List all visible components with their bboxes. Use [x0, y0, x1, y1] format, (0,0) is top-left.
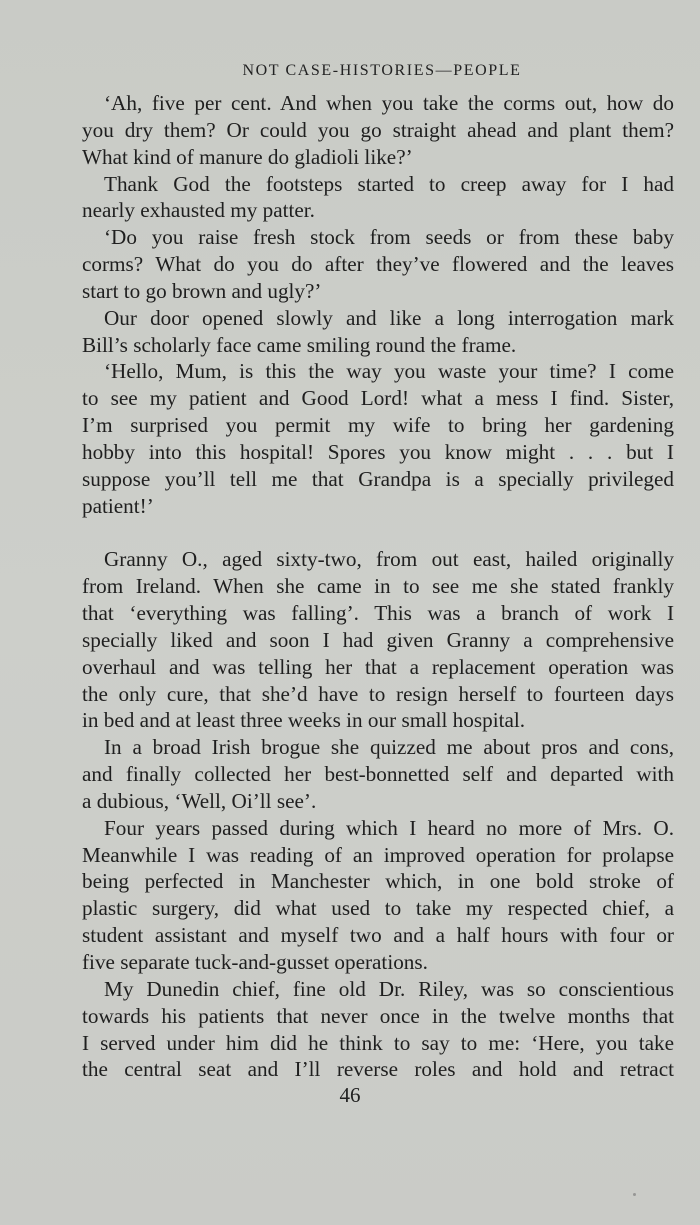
- text-line: ‘Hello, Mum, is this the way you waste your time? I come: [104, 359, 674, 384]
- text-line: the central seat and I’ll reverse roles and hold and retract: [82, 1057, 674, 1082]
- text-line: a dubious, ‘Well, Oi’ll see’.: [82, 788, 317, 813]
- text-line: Meanwhile I was reading of an improved operation for prolapse: [82, 842, 674, 867]
- text-line: I served under him did he think to say to me: ‘Here, you take: [82, 1030, 674, 1055]
- text-line: What kind of manure do gladioli like?’: [82, 144, 413, 169]
- text-line: Thank God the footsteps started to creep away for I had: [104, 171, 674, 196]
- text-line: I’m surprised you permit my wife to bring her gardening: [82, 413, 674, 438]
- text-line: you dry them? Or could you go straight ahead and plant them?: [82, 117, 674, 142]
- text-line: ‘Ah, five per cent. And when you take the corms out, how do: [104, 91, 674, 115]
- text-line: suppose you’ll tell me that Grandpa is a specially privileged: [82, 466, 674, 491]
- text-line: patient!’: [82, 493, 154, 518]
- text-line: Four years passed during which I heard no more of Mrs. O.: [104, 815, 674, 840]
- text-line: and finally collected her best-bonnetted self and departed with: [82, 762, 674, 787]
- section-break: [82, 520, 674, 547]
- text-line: corms? What do you do after they’ve flowered and the leaves: [82, 252, 674, 277]
- text-line: in bed and at least three weeks in our small hospital.: [82, 708, 526, 733]
- text-line: student assistant and myself two and a half hours with four or: [82, 923, 674, 948]
- text-line: being perfected in Manchester which, in one bold stroke of: [82, 869, 674, 894]
- text-line: towards his patients that never once in the twelve months that: [82, 1003, 674, 1028]
- body-text: [82, 90, 674, 1083]
- text-line: In a broad Irish brogue she quizzed me about pros and cons,: [104, 735, 674, 760]
- text-line: five separate tuck-and-gusset operations.: [82, 950, 428, 974]
- page-number: 46: [339, 1083, 361, 1107]
- text-line: start to go brown and ugly?’: [82, 278, 322, 303]
- text-line: that ‘everything was falling’. This was a branch of work I: [82, 601, 674, 626]
- text-line: nearly exhausted my patter.: [82, 198, 315, 223]
- text-line: plastic surgery, did what used to take my respected chief, a: [82, 896, 674, 921]
- text-line: hobby into this hospital! Spores you know might . . . but I: [82, 439, 674, 464]
- text-line: the only cure, that she’d have to resign herself to fourteen days: [82, 681, 674, 706]
- text-line: My Dunedin chief, fine old Dr. Riley, was so conscientious: [104, 976, 674, 1001]
- text-line: Bill’s scholarly face came smiling round the frame.: [82, 332, 517, 357]
- text-line: Our door opened slowly and like a long interrogation mark: [104, 305, 674, 330]
- paper-speck: [633, 1193, 636, 1196]
- text-line: overhaul and was telling her that a replacement operation was: [82, 654, 674, 679]
- text-line: to see my patient and Good Lord! what a mess I find. Sister,: [82, 386, 674, 411]
- text-line: specially liked and soon I had given Granny a comprehensive: [82, 627, 674, 652]
- text-line: ‘Do you raise fresh stock from seeds or from these baby: [104, 225, 674, 250]
- text-line: from Ireland. When she came in to see me she stated frankly: [82, 574, 674, 599]
- running-header: NOT CASE-HISTORIES—PEOPLE: [242, 62, 522, 79]
- text-line: Granny O., aged sixty-two, from out east, hailed originally: [104, 547, 674, 572]
